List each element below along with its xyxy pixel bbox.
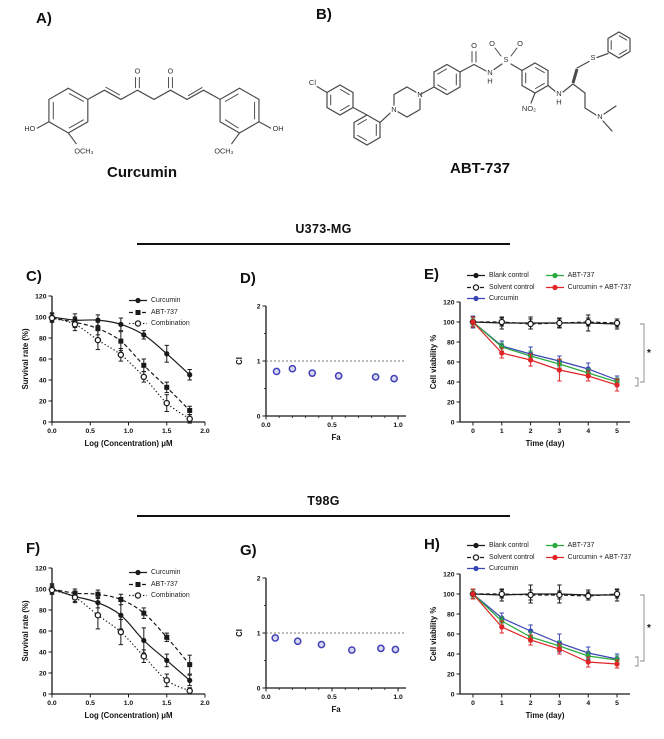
svg-text:1: 1 (256, 630, 261, 638)
svg-text:40: 40 (446, 651, 455, 659)
legend-label: ABT-737 (151, 308, 178, 316)
legend-marker-icon (545, 541, 565, 550)
svg-text:20: 20 (446, 671, 455, 679)
legend-label: Combination (151, 320, 190, 327)
ci-chart-t98g (234, 566, 422, 734)
svg-text:40: 40 (446, 379, 455, 387)
svg-text:60: 60 (38, 628, 47, 636)
svg-text:Survival rate (%): Survival rate (%) (21, 600, 30, 662)
legend-marker-icon (545, 283, 565, 292)
legend-item (466, 271, 535, 280)
svg-text:1: 1 (499, 700, 504, 707)
legend-item (545, 541, 632, 550)
ci-chart-u373 (234, 294, 422, 462)
legend-marker-icon (128, 591, 148, 600)
svg-text:Log (Concentration) μM: Log (Concentration) μM (84, 439, 173, 448)
svg-text:2: 2 (528, 700, 533, 707)
svg-text:100: 100 (35, 586, 47, 594)
svg-text:1.0: 1.0 (123, 428, 134, 435)
legend-marker-icon (128, 296, 148, 305)
legend-item (128, 580, 190, 589)
legend-item (545, 283, 632, 292)
atom-label: N (597, 112, 603, 121)
svg-text:0: 0 (450, 419, 455, 427)
legend-label: Blank control (489, 272, 529, 279)
chart-svg (420, 566, 656, 738)
svg-text:120: 120 (443, 571, 455, 579)
legend-item (128, 568, 190, 577)
svg-text:Fa: Fa (331, 433, 341, 442)
legend-marker-icon (128, 580, 148, 589)
curcumin-name: Curcumin (106, 164, 177, 181)
svg-text:0: 0 (471, 700, 475, 707)
svg-text:40: 40 (38, 377, 47, 385)
svg-text:2: 2 (528, 428, 533, 435)
svg-text:2.0: 2.0 (200, 700, 210, 707)
panel-h-label: H) (424, 536, 440, 553)
section-rule (137, 515, 510, 517)
svg-text:0.0: 0.0 (261, 694, 271, 701)
panel-d-label: D) (240, 270, 256, 287)
legend-item (466, 283, 535, 292)
svg-text:1: 1 (256, 358, 261, 366)
svg-text:1: 1 (499, 428, 504, 435)
legend-label: Curcumin + ABT-737 (567, 553, 632, 561)
svg-text:Fa: Fa (331, 705, 341, 714)
legend-label: Curcumin (489, 565, 519, 572)
legend-marker-icon (545, 271, 565, 280)
legend-label: ABT-737 (151, 580, 178, 588)
svg-text:20: 20 (446, 399, 455, 407)
legend-marker-icon (128, 308, 148, 317)
abt737-structure (300, 16, 660, 176)
chart-svg (234, 294, 422, 462)
atom-label: O (134, 66, 141, 76)
svg-text:2.0: 2.0 (200, 428, 210, 435)
svg-text:3: 3 (557, 700, 562, 707)
legend-marker-icon (466, 271, 486, 280)
svg-text:100: 100 (35, 314, 47, 322)
svg-text:4: 4 (586, 700, 591, 707)
atom-label: OCH₃ (74, 146, 94, 156)
atom-label: NO₂ (521, 104, 537, 113)
svg-text:20: 20 (38, 398, 47, 406)
atom-label: S (590, 53, 596, 62)
svg-text:Log (Concentration) μM: Log (Concentration) μM (84, 711, 173, 720)
legend-item (128, 308, 190, 317)
legend-item (545, 271, 632, 280)
legend-item (128, 591, 190, 600)
svg-text:20: 20 (38, 670, 47, 678)
atom-label: H (487, 76, 493, 86)
legend-label: Solvent control (489, 283, 535, 291)
atom-label: O (167, 66, 174, 76)
svg-text:0.5: 0.5 (85, 428, 95, 435)
legend-label: Solvent control (489, 553, 535, 561)
svg-text:1.5: 1.5 (162, 700, 172, 707)
svg-text:0.5: 0.5 (85, 700, 95, 707)
legend-item (466, 541, 535, 550)
viability-chart-u373 (420, 294, 656, 466)
svg-text:3: 3 (557, 428, 562, 435)
legend-marker-icon (466, 541, 486, 550)
legend-label: Curcumin (151, 569, 181, 576)
legend-item (128, 319, 190, 328)
section-title-t98g: T98G (307, 494, 340, 508)
svg-text:1.0: 1.0 (393, 694, 403, 701)
svg-text:0.0: 0.0 (47, 428, 57, 435)
legend-label: ABT-737 (567, 272, 595, 279)
svg-text:1.0: 1.0 (393, 422, 403, 429)
svg-text:2: 2 (256, 575, 261, 583)
atom-label: HO (24, 124, 36, 134)
svg-text:0: 0 (42, 691, 47, 699)
svg-text:1.5: 1.5 (162, 428, 172, 435)
svg-text:60: 60 (38, 356, 47, 364)
svg-text:0.0: 0.0 (47, 700, 57, 707)
atom-label: N (556, 89, 562, 98)
atom-label: O (489, 39, 495, 48)
svg-text:Cell viability %: Cell viability % (429, 606, 438, 662)
svg-text:*: * (647, 348, 651, 359)
svg-text:0.5: 0.5 (327, 422, 337, 429)
survival-legend-u373 (128, 296, 190, 328)
atom-label: Cl (308, 78, 316, 87)
panel-c-label: C) (26, 268, 42, 285)
atom-label: O (471, 41, 477, 50)
svg-text:Time (day): Time (day) (525, 439, 565, 448)
atom-label: S (503, 55, 509, 64)
svg-text:5: 5 (615, 700, 619, 707)
panel-f-label: F) (26, 540, 41, 557)
legend-label: ABT-737 (567, 542, 595, 549)
svg-text:0: 0 (450, 691, 455, 699)
svg-text:80: 80 (446, 339, 455, 347)
section-rule (137, 243, 510, 245)
legend-marker-icon (545, 553, 565, 562)
svg-text:5: 5 (615, 428, 619, 435)
svg-text:0: 0 (256, 413, 261, 421)
panel-e-label: E) (424, 266, 439, 283)
panel-a-label: A) (36, 10, 52, 27)
svg-text:120: 120 (35, 293, 47, 301)
svg-text:100: 100 (443, 591, 455, 599)
atom-label: OH (272, 124, 284, 134)
svg-text:120: 120 (35, 565, 47, 573)
svg-text:0: 0 (42, 419, 47, 427)
atom-label: OCH₃ (214, 146, 234, 156)
curcumin-structure (6, 26, 298, 167)
svg-text:0.5: 0.5 (327, 694, 337, 701)
svg-text:60: 60 (446, 631, 455, 639)
atom-label: N (487, 68, 493, 77)
svg-text:1.0: 1.0 (123, 700, 134, 707)
legend-marker-icon (466, 553, 486, 562)
survival-legend-t98g (128, 568, 190, 600)
legend-label: Blank control (489, 542, 529, 549)
svg-text:100: 100 (443, 319, 455, 327)
legend-marker-icon (128, 319, 148, 328)
svg-text:120: 120 (443, 299, 455, 307)
atom-label: N (417, 90, 423, 99)
legend-label: Curcumin + ABT-737 (567, 283, 632, 291)
svg-text:Time (day): Time (day) (525, 711, 565, 720)
svg-text:60: 60 (446, 359, 455, 367)
svg-text:80: 80 (446, 611, 455, 619)
chart-svg (234, 566, 422, 734)
abt737-name: ABT-737 (449, 160, 511, 177)
legend-item (545, 553, 632, 562)
atom-label: O (517, 39, 523, 48)
legend-label: Curcumin (151, 297, 181, 304)
svg-text:80: 80 (38, 335, 47, 343)
section-title-u373mg: U373-MG (295, 222, 352, 236)
atom-label: H (556, 97, 562, 107)
viability-chart-t98g (420, 566, 656, 738)
legend-label: Curcumin (489, 295, 519, 302)
svg-text:CI: CI (235, 357, 244, 365)
legend-label: Combination (151, 592, 190, 599)
svg-text:*: * (647, 623, 651, 634)
legend-marker-icon (128, 568, 148, 577)
svg-text:CI: CI (235, 629, 244, 637)
chart-svg (420, 294, 656, 466)
legend-item (128, 296, 190, 305)
svg-text:4: 4 (586, 428, 591, 435)
panel-b-label: B) (316, 6, 332, 23)
svg-text:Survival rate (%): Survival rate (%) (21, 328, 30, 390)
svg-text:0: 0 (471, 428, 475, 435)
legend-marker-icon (466, 283, 486, 292)
svg-text:Cell viability %: Cell viability % (429, 334, 438, 390)
legend-item (466, 553, 535, 562)
atom-label: N (391, 105, 397, 114)
svg-text:80: 80 (38, 607, 47, 615)
panel-g-label: G) (240, 542, 257, 559)
svg-text:0.0: 0.0 (261, 422, 271, 429)
svg-text:40: 40 (38, 649, 47, 657)
svg-text:0: 0 (256, 685, 261, 693)
svg-text:2: 2 (256, 303, 261, 311)
